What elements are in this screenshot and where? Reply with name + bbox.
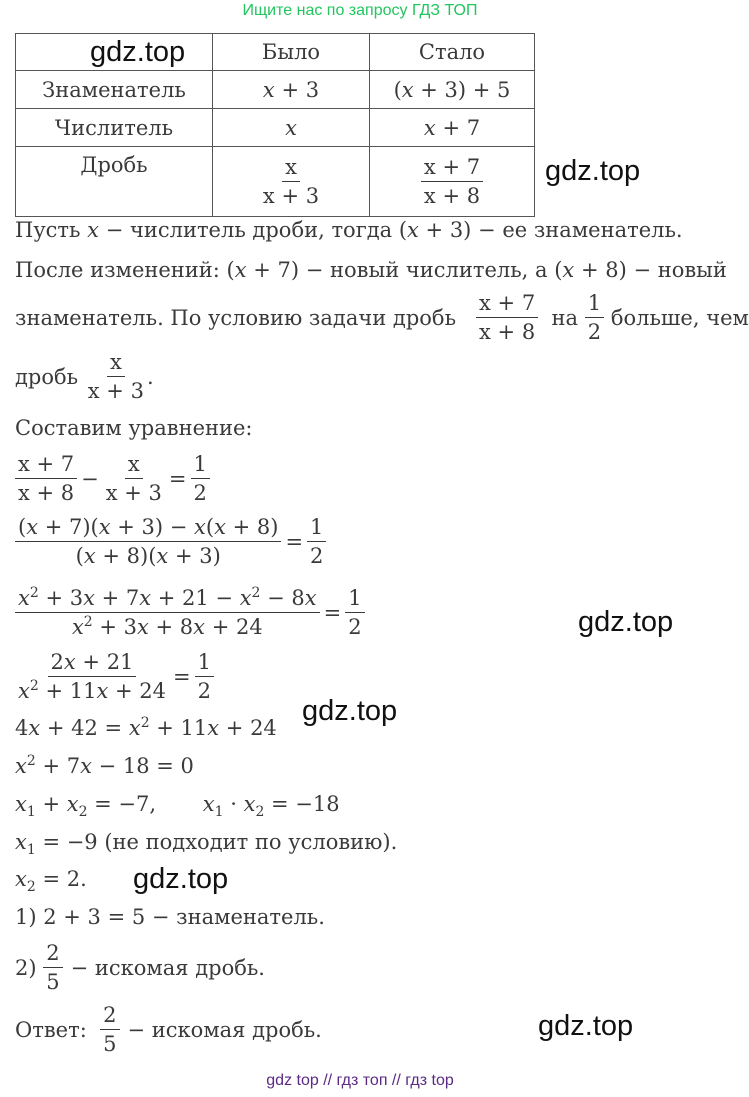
text-line-2: После изменений: (x + 7) − новый числитель, а (x + 8) − новый bbox=[15, 258, 727, 282]
watermark: gdz.top bbox=[578, 606, 674, 638]
denominator-now: (x + 3) + 5 bbox=[370, 71, 535, 109]
footer-links[interactable]: gdz top // гдз топ // гдз top bbox=[266, 1072, 454, 1089]
equation-6: $x^2 + 7x - 18 = 0$ bbox=[15, 753, 194, 778]
watermark: gdz.top bbox=[302, 695, 398, 727]
equation-4: $\frac{2x + 21}{x^2 + 11x + 24}$ = $\frac{1}{2}$ bbox=[15, 650, 214, 703]
watermark: gdz.top bbox=[545, 155, 641, 187]
numerator-now: x + 7 bbox=[370, 109, 535, 147]
row-label-fraction: Дробь bbox=[16, 147, 213, 217]
fraction-now: $\frac{x + 7}{x + 8}$ bbox=[370, 147, 535, 217]
text-line-1: Пусть x − числитель дроби, тогда (x + 3) − ее знаменатель. bbox=[15, 218, 683, 242]
text-line-4: дробь $\frac{x}{x + 3}$ . bbox=[15, 350, 154, 404]
root-2-line: $x_2 = 2$. bbox=[15, 867, 87, 896]
equation-5: $4x + 42 = x^2 + 11x + 24$ bbox=[15, 715, 277, 740]
compose-equation-label: Составим уравнение: bbox=[15, 416, 253, 440]
header-now: Стало bbox=[370, 34, 535, 71]
row-label-numerator: Числитель bbox=[16, 109, 213, 147]
search-hint-link[interactable]: Ищите нас по запросу ГДЗ ТОП bbox=[242, 2, 478, 19]
step-1: 1) 2 + 3 = 5 − знаменатель. bbox=[15, 905, 325, 929]
root-1-line: $x_1 = -9$ (не подходит по условию). bbox=[15, 830, 398, 859]
vieta-line: $x_1 + x_2 = -7$, $x_1 \cdot x_2 = -18$ bbox=[15, 792, 340, 821]
equation-1: $\frac{x + 7}{x + 8}$ − $\frac{x}{x + 3}$ = $\frac{1}{2}$ bbox=[15, 452, 210, 505]
answer-line: Ответ: $\frac{2}{5}$ − искомая дробь. bbox=[15, 1003, 322, 1057]
watermark: gdz.top bbox=[90, 36, 186, 68]
equation-3: $\frac{x^2 + 3x + 7x + 21 - x^2 - 8x}{x^2 + 3x + 8x + 24}$ = $\frac{1}{2}$ bbox=[15, 586, 365, 639]
numerator-was: x bbox=[213, 109, 370, 147]
row-label-denominator: Знаменатель bbox=[16, 71, 213, 109]
denominator-was: x + 3 bbox=[213, 71, 370, 109]
text-line-3: знаменатель. По условию задачи дробь $\frac{x + 7}{x + 8}$ на $\frac{1}{2}$ больше, чем bbox=[15, 291, 749, 345]
watermark: gdz.top bbox=[538, 1010, 634, 1042]
equation-2: $\frac{(x + 7)(x + 3) - x(x + 8)}{(x + 8)(x + 3)}$ = $\frac{1}{2}$ bbox=[15, 515, 326, 568]
watermark: gdz.top bbox=[133, 863, 229, 895]
fraction-was: $\frac{x}{x + 3}$ bbox=[213, 147, 370, 217]
header-was: Было bbox=[213, 34, 370, 71]
step-2: 2) $\frac{2}{5}$ − искомая дробь. bbox=[15, 941, 265, 995]
